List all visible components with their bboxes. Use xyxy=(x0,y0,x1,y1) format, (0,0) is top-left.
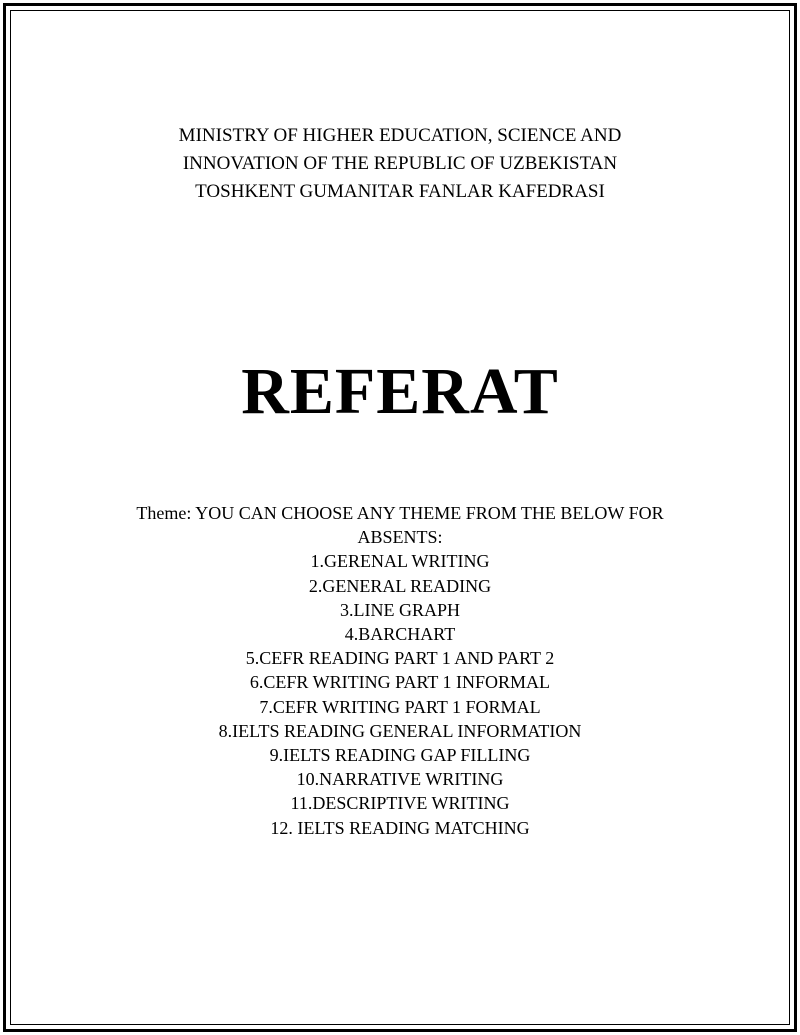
theme-item: 11.DESCRIPTIVE WRITING xyxy=(290,793,510,814)
document-title: REFERAT xyxy=(241,355,559,428)
theme-item: 8.IELTS READING GENERAL INFORMATION xyxy=(218,720,582,741)
theme-item: 6.CEFR WRITING PART 1 INFORMAL xyxy=(249,672,551,693)
theme-item: 1.GERENAL WRITING xyxy=(310,551,490,572)
theme-intro: Theme: YOU CAN CHOOSE ANY THEME FROM THE BELOW FOR ABSENTS: xyxy=(136,503,664,548)
header-line-2: INNOVATION OF THE REPUBLIC OF UZBEKISTAN xyxy=(182,153,618,174)
theme-item: 12. IELTS READING MATCHING xyxy=(270,817,530,838)
theme-item: 2.GENERAL READING xyxy=(308,575,492,596)
theme-item: 3.LINE GRAPH xyxy=(340,599,460,620)
theme-item: 5.CEFR READING PART 1 AND PART 2 xyxy=(245,648,555,669)
theme-item: 9.IELTS READING GAP FILLING xyxy=(269,745,531,766)
institution-header xyxy=(0,122,800,206)
theme-section xyxy=(120,501,680,840)
header-line-3: TOSHKENT GUMANITAR FANLAR KAFEDRASI xyxy=(195,181,605,202)
theme-item: 7.CEFR WRITING PART 1 FORMAL xyxy=(259,696,541,717)
theme-list xyxy=(120,549,680,839)
header-line-1: MINISTRY OF HIGHER EDUCATION, SCIENCE AND xyxy=(178,125,622,146)
theme-item: 10.NARRATIVE WRITING xyxy=(296,769,504,790)
theme-item: 4.BARCHART xyxy=(344,624,456,645)
